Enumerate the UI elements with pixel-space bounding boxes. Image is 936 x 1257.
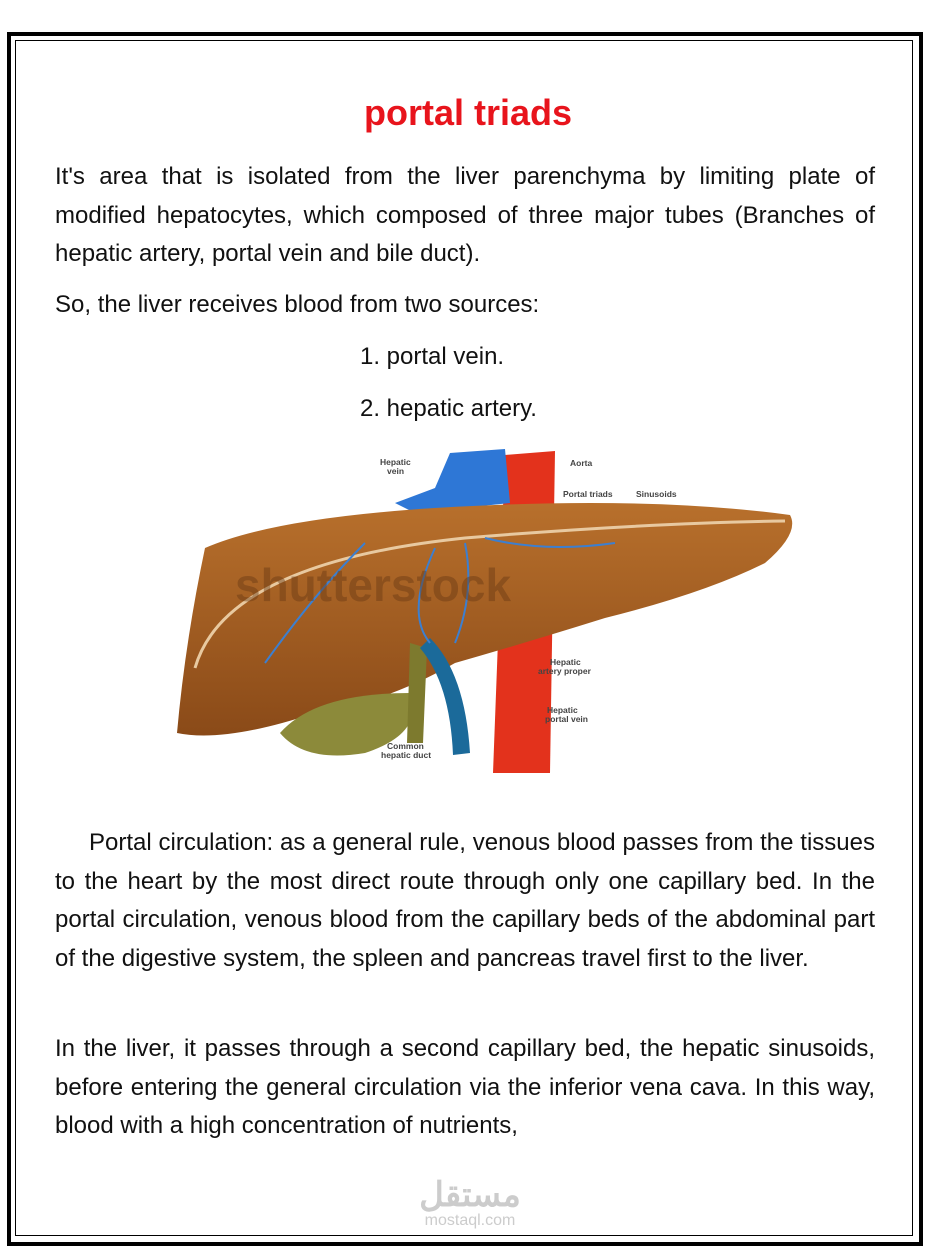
logo-arabic: مستقل <box>419 1176 521 1214</box>
watermark: shutterstock <box>235 559 512 611</box>
logo-latin: mostaql.com <box>424 1212 516 1229</box>
label-hepatic-vein: Hepatic <box>380 457 411 467</box>
list-item-portal-vein: 1. portal vein. <box>360 343 505 370</box>
label-common-hepatic-duct: Common <box>387 741 424 751</box>
liver-passage-paragraph: In the liver, it passes through a second capillary bed, the hepatic sinusoids, before entering the general circulation via the inferior vena cava. In this way, blood with a high concentration of nutrients, <box>55 1035 875 1140</box>
list-item-hepatic-artery: 2. hepatic artery. <box>360 395 537 422</box>
label-common-hepatic-duct-2: hepatic duct <box>381 750 432 760</box>
label-hepatic-artery: Hepatic <box>550 657 581 667</box>
intro-paragraph: It's area that is isolated from the liver parenchyma by limiting plate of modified hepatocytes, which composed of three major tubes (Branches of hepatic artery, portal vein and bile duct). <box>55 163 875 268</box>
mostaql-logo <box>400 1178 540 1230</box>
label-hepatic-vein-2: vein <box>387 466 405 476</box>
label-hepatic-portal-vein: Hepatic <box>547 705 578 715</box>
portal-circulation-paragraph: Portal circulation: as a general rule, venous blood passes from the tissues to the heart by the most direct route through only one capillary bed. In the portal circulation, venous blood from the capillary beds of the abdominal part of the digestive system, the spleen and pancreas travel first to the liver. <box>55 829 875 972</box>
common-hepatic-duct <box>407 643 427 743</box>
label-portal-triads: Portal triads <box>563 489 613 499</box>
sources-intro: So, the liver receives blood from two sources: <box>55 291 540 318</box>
hepatic-vein <box>395 449 510 513</box>
label-hepatic-portal-vein-2: portal vein <box>545 714 588 724</box>
liver-diagram <box>165 443 805 773</box>
label-hepatic-artery-2: artery proper <box>538 666 591 676</box>
label-sinusoids: Sinusoids <box>636 489 677 499</box>
label-aorta: Aorta <box>570 458 593 468</box>
page-title: portal triads <box>363 92 573 133</box>
